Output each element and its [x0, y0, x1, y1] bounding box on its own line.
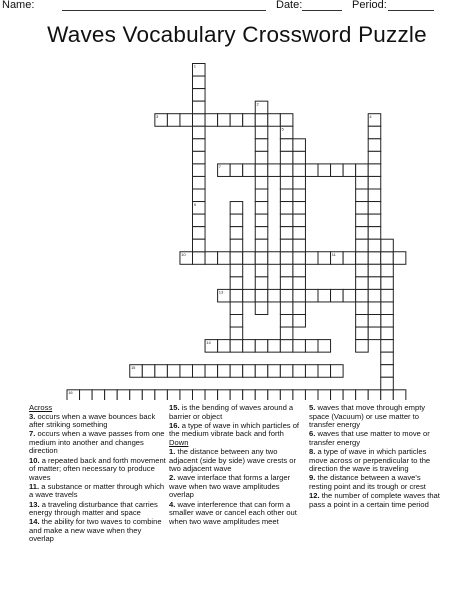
- grid-cell[interactable]: [255, 202, 268, 215]
- grid-cell[interactable]: [218, 252, 231, 265]
- grid-cell[interactable]: [356, 264, 369, 277]
- date-label: Date:: [276, 0, 303, 11]
- grid-cell[interactable]: [318, 289, 331, 302]
- grid-cell[interactable]: [331, 164, 344, 177]
- grid-cell[interactable]: [255, 151, 268, 164]
- grid-cell[interactable]: [280, 202, 293, 215]
- grid-cell[interactable]: [255, 126, 268, 139]
- grid-cell[interactable]: [193, 189, 206, 202]
- grid-cell[interactable]: [356, 214, 369, 227]
- grid-cell[interactable]: [193, 139, 206, 152]
- grid-cell[interactable]: [255, 214, 268, 227]
- grid-cell[interactable]: [293, 139, 306, 152]
- grid-cell[interactable]: [280, 315, 293, 328]
- grid-clue-number: 14: [206, 339, 211, 345]
- clue-across-10: 10. a repeated back and forth movement of matter; often necessary to produce waves: [29, 455, 166, 482]
- clues-col2: [169, 404, 305, 527]
- grid-cell[interactable]: [305, 252, 318, 265]
- clue-down-8: 8. a type of wave in which particles move across or perpendicular to the direction the wave is traveling: [309, 446, 431, 474]
- grid-cell[interactable]: [230, 277, 243, 290]
- grid-cell[interactable]: [318, 390, 331, 400]
- grid-cell[interactable]: [381, 352, 394, 365]
- grid-cell[interactable]: [230, 252, 243, 265]
- grid-cell[interactable]: [368, 315, 381, 328]
- grid-cell[interactable]: [356, 176, 369, 189]
- grid-clue-number: 11: [331, 251, 336, 257]
- grid-cell[interactable]: [255, 289, 268, 302]
- grid-cell[interactable]: [381, 277, 394, 290]
- grid-cell[interactable]: [280, 139, 293, 152]
- grid-cell[interactable]: [381, 377, 394, 390]
- clue-down-9: 9. the distance between a wave's resting point and its trough or crest: [309, 473, 426, 491]
- grid-cell[interactable]: [368, 264, 381, 277]
- grid-cell[interactable]: [368, 239, 381, 252]
- grid-cell[interactable]: [280, 340, 293, 353]
- grid-cell[interactable]: [381, 252, 394, 265]
- grid-clue-number: 4: [369, 113, 372, 119]
- clue-down-1: 1. the distance between any two adjacent (side by side) wave crests or two adjacent wave: [169, 446, 297, 474]
- period-label: Period:: [352, 0, 387, 11]
- grid-cell[interactable]: [243, 289, 256, 302]
- clue-across-15: 15. is the bending of waves around a barrier or object: [169, 403, 294, 421]
- grid-cell[interactable]: [230, 365, 243, 378]
- grid-cell[interactable]: [280, 289, 293, 302]
- grid-cell[interactable]: [255, 189, 268, 202]
- grid-cell[interactable]: [255, 164, 268, 177]
- grid-cell[interactable]: [105, 390, 118, 400]
- clue-down-12: 12. the number of complete waves that pass a point in a certain time period: [309, 490, 440, 509]
- across-clues-col1: [29, 404, 167, 545]
- grid-cell[interactable]: [230, 114, 243, 127]
- grid-cell[interactable]: [368, 327, 381, 340]
- grid-cell[interactable]: [193, 101, 206, 114]
- grid-cell[interactable]: [193, 176, 206, 189]
- grid-cell[interactable]: [368, 189, 381, 202]
- grid-cell[interactable]: [255, 302, 268, 315]
- grid-cell[interactable]: [293, 189, 306, 202]
- grid-cell[interactable]: [255, 176, 268, 189]
- grid-cell[interactable]: [368, 252, 381, 265]
- grid-cell[interactable]: [280, 252, 293, 265]
- grid-cell[interactable]: [305, 289, 318, 302]
- grid-cell[interactable]: [293, 340, 306, 353]
- grid-cell[interactable]: [381, 302, 394, 315]
- grid-cell[interactable]: [268, 340, 281, 353]
- clue-across-13: 13. a traveling disturbance that carries energy through matter and space: [29, 499, 158, 518]
- grid-cell[interactable]: [180, 390, 193, 400]
- grid-cell[interactable]: [356, 202, 369, 215]
- grid-cell[interactable]: [280, 189, 293, 202]
- grid-clue-number: 5: [281, 126, 284, 132]
- grid-cell[interactable]: [205, 252, 218, 265]
- grid-cell[interactable]: [368, 289, 381, 302]
- grid-cell[interactable]: [193, 114, 206, 127]
- grid-cell[interactable]: [280, 365, 293, 378]
- grid-cell[interactable]: [293, 164, 306, 177]
- grid-cell[interactable]: [230, 327, 243, 340]
- grid-cell[interactable]: [293, 365, 306, 378]
- grid-cell[interactable]: [268, 164, 281, 177]
- grid-cell[interactable]: [293, 277, 306, 290]
- grid-cell[interactable]: [255, 390, 268, 400]
- grid-cell[interactable]: [280, 327, 293, 340]
- grid-cell[interactable]: [356, 227, 369, 240]
- grid-cell[interactable]: [293, 315, 306, 328]
- grid-cell[interactable]: [167, 365, 180, 378]
- clue-down-5: 5. waves that move through empty space (Vacuum) or use matter to transfer energy: [309, 403, 426, 430]
- grid-cell[interactable]: [193, 76, 206, 89]
- clue-across-14: 14. the ability for two waves to combine and make a new wave when they overlap: [29, 517, 162, 544]
- grid-clue-number: 13: [218, 289, 224, 295]
- grid-cell[interactable]: [142, 390, 155, 400]
- grid-cell[interactable]: [280, 264, 293, 277]
- grid-cell[interactable]: [193, 126, 206, 139]
- grid-cell[interactable]: [142, 365, 155, 378]
- grid-cell[interactable]: [331, 365, 344, 378]
- grid-cell[interactable]: [230, 315, 243, 328]
- grid-cell[interactable]: [255, 340, 268, 353]
- grid-cell[interactable]: [255, 252, 268, 265]
- grid-cell[interactable]: [343, 289, 356, 302]
- grid-cell[interactable]: [243, 390, 256, 400]
- grid-cell[interactable]: [193, 151, 206, 164]
- grid-cell[interactable]: [368, 151, 381, 164]
- grid-cell[interactable]: [193, 164, 206, 177]
- grid-cell[interactable]: [318, 252, 331, 265]
- grid-cell[interactable]: [218, 340, 231, 353]
- grid-cell[interactable]: [180, 365, 193, 378]
- grid-cell[interactable]: [293, 239, 306, 252]
- grid-cell[interactable]: [205, 365, 218, 378]
- name-label: Name:: [2, 0, 35, 11]
- grid-cell[interactable]: [381, 264, 394, 277]
- grid-cell[interactable]: [167, 390, 180, 400]
- grid-cell[interactable]: [268, 365, 281, 378]
- grid-cell[interactable]: [268, 289, 281, 302]
- grid-cell[interactable]: [130, 390, 143, 400]
- grid-cell[interactable]: [193, 365, 206, 378]
- grid-clue-number: 15: [130, 364, 136, 370]
- grid-cell[interactable]: [155, 390, 168, 400]
- grid-cell[interactable]: [305, 164, 318, 177]
- grid-cell[interactable]: [230, 264, 243, 277]
- across-heading: Across: [29, 403, 53, 412]
- grid-cell[interactable]: [193, 227, 206, 240]
- grid-cell[interactable]: [356, 289, 369, 302]
- page-title: Waves Vocabulary Crossword Puzzle: [47, 22, 427, 47]
- grid-cell[interactable]: [193, 252, 206, 265]
- grid-cell[interactable]: [356, 390, 369, 400]
- grid-cell[interactable]: [305, 390, 318, 400]
- grid-cell[interactable]: [368, 302, 381, 315]
- grid-cell[interactable]: [293, 264, 306, 277]
- grid-cell[interactable]: [255, 277, 268, 290]
- grid-cell[interactable]: [243, 252, 256, 265]
- grid-clue-number: 1: [193, 63, 196, 69]
- grid-cell[interactable]: [255, 264, 268, 277]
- grid-cell[interactable]: [280, 151, 293, 164]
- grid-cell[interactable]: [356, 340, 369, 353]
- clue-across-7: 7. occurs when a wave passes from one medium into another and changes direction: [29, 429, 165, 456]
- grid-cell[interactable]: [381, 315, 394, 328]
- grid-cell[interactable]: [180, 114, 193, 127]
- grid-cell[interactable]: [218, 114, 231, 127]
- grid-cell[interactable]: [368, 176, 381, 189]
- grid-cell[interactable]: [205, 390, 218, 400]
- grid-cell[interactable]: [343, 390, 356, 400]
- clue-down-2: 2. wave interface that forms a larger wave when two wave amplitudes overlap: [169, 473, 291, 500]
- grid-cell[interactable]: [318, 340, 331, 353]
- grid-cell[interactable]: [293, 214, 306, 227]
- grid-cell[interactable]: [393, 390, 406, 400]
- grid-cell[interactable]: [280, 114, 293, 127]
- grid-cell[interactable]: [356, 277, 369, 290]
- grid-cell[interactable]: [293, 302, 306, 315]
- grid-cell[interactable]: [280, 239, 293, 252]
- grid-cell[interactable]: [368, 139, 381, 152]
- grid-cell[interactable]: [368, 227, 381, 240]
- grid-cell[interactable]: [230, 390, 243, 400]
- clue-down-4: 4. wave interference that can form a smaller wave or cancel each other out when two wave amplitudes meet: [169, 499, 297, 526]
- grid-cell[interactable]: [368, 126, 381, 139]
- grid-cell[interactable]: [393, 252, 406, 265]
- grid-cell[interactable]: [356, 327, 369, 340]
- grid-cell[interactable]: [117, 390, 130, 400]
- clue-across-11: 11. a substance or matter through which a wave travels: [29, 481, 165, 500]
- grid-cell[interactable]: [193, 89, 206, 102]
- grid-cell[interactable]: [230, 202, 243, 215]
- grid-cell[interactable]: [193, 214, 206, 227]
- grid-cell[interactable]: [243, 365, 256, 378]
- grid-cell[interactable]: [293, 390, 306, 400]
- grid-cell[interactable]: [381, 365, 394, 378]
- grid-cell[interactable]: [343, 252, 356, 265]
- grid-clue-number: 9: [193, 201, 196, 207]
- grid-cell[interactable]: [293, 227, 306, 240]
- grid-cell[interactable]: [356, 189, 369, 202]
- grid-cell[interactable]: [356, 239, 369, 252]
- grid-cell[interactable]: [381, 327, 394, 340]
- clues-col3: [309, 404, 445, 510]
- grid-clue-number: 7: [218, 164, 222, 170]
- grid-clue-number: 10: [181, 251, 186, 257]
- grid-cell[interactable]: [230, 340, 243, 353]
- grid-cell[interactable]: [318, 365, 331, 378]
- grid-cell[interactable]: [230, 227, 243, 240]
- grid-cell[interactable]: [280, 277, 293, 290]
- grid-cell[interactable]: [331, 289, 344, 302]
- down-heading: Down: [169, 438, 189, 448]
- grid-cell[interactable]: [205, 114, 218, 127]
- grid-cell[interactable]: [368, 202, 381, 215]
- grid-cell[interactable]: [368, 390, 381, 400]
- grid-cell[interactable]: [356, 164, 369, 177]
- grid-cell[interactable]: [218, 365, 231, 378]
- grid-cell[interactable]: [293, 176, 306, 189]
- grid-cell[interactable]: [305, 365, 318, 378]
- grid-cell[interactable]: [318, 164, 331, 177]
- grid-cell[interactable]: [293, 289, 306, 302]
- grid-cell[interactable]: [368, 277, 381, 290]
- grid-clue-number: 16: [68, 390, 73, 395]
- grid-cell[interactable]: [368, 164, 381, 177]
- grid-cell[interactable]: [255, 114, 268, 127]
- grid-cell[interactable]: [368, 214, 381, 227]
- grid-cell[interactable]: [167, 114, 180, 127]
- grid-cell[interactable]: [381, 390, 394, 400]
- grid-cell[interactable]: [255, 139, 268, 152]
- grid-cell[interactable]: [280, 227, 293, 240]
- grid-cell[interactable]: [255, 365, 268, 378]
- grid-cell[interactable]: [230, 239, 243, 252]
- grid-cell[interactable]: [243, 114, 256, 127]
- grid-clue-number: 2: [256, 101, 259, 107]
- grid-cell[interactable]: [243, 164, 256, 177]
- grid-cell[interactable]: [293, 151, 306, 164]
- grid-cell[interactable]: [155, 365, 168, 378]
- grid-cell[interactable]: [268, 114, 281, 127]
- grid-cell[interactable]: [280, 164, 293, 177]
- grid-cell[interactable]: [293, 252, 306, 265]
- grid-cell[interactable]: [356, 252, 369, 265]
- clue-down-6: 6. waves that use matter to move or transfer energy: [309, 429, 430, 447]
- grid-cell[interactable]: [268, 252, 281, 265]
- grid-cell[interactable]: [356, 315, 369, 328]
- grid-cell[interactable]: [80, 390, 93, 400]
- grid-clue-number: 3: [156, 113, 159, 119]
- grid-cell[interactable]: [193, 390, 206, 400]
- clue-across-16: 16. a type of wave in which particles of the medium vibrate back and forth: [169, 420, 300, 439]
- grid-cell[interactable]: [343, 164, 356, 177]
- grid-cell[interactable]: [331, 390, 344, 400]
- grid-cell[interactable]: [293, 202, 306, 215]
- grid-cell[interactable]: [280, 390, 293, 400]
- grid-cell[interactable]: [230, 302, 243, 315]
- grid-cell[interactable]: [280, 176, 293, 189]
- grid-cell[interactable]: [218, 390, 231, 400]
- grid-cell[interactable]: [255, 227, 268, 240]
- grid-cell[interactable]: [243, 340, 256, 353]
- clue-across-3: 3. occurs when a wave bounces back after striking something: [29, 411, 156, 430]
- grid-cell[interactable]: [230, 289, 243, 302]
- grid-cell[interactable]: [381, 239, 394, 252]
- grid-cell[interactable]: [230, 214, 243, 227]
- grid-cell[interactable]: [92, 390, 105, 400]
- grid-cell[interactable]: [193, 239, 206, 252]
- grid-cell[interactable]: [356, 302, 369, 315]
- grid-cell[interactable]: [381, 340, 394, 353]
- grid-cell[interactable]: [255, 239, 268, 252]
- grid-cell[interactable]: [305, 340, 318, 353]
- grid-cell[interactable]: [230, 164, 243, 177]
- grid-cell[interactable]: [268, 390, 281, 400]
- grid-cell[interactable]: [280, 214, 293, 227]
- grid-cell[interactable]: [280, 302, 293, 315]
- grid-cell[interactable]: [381, 289, 394, 302]
